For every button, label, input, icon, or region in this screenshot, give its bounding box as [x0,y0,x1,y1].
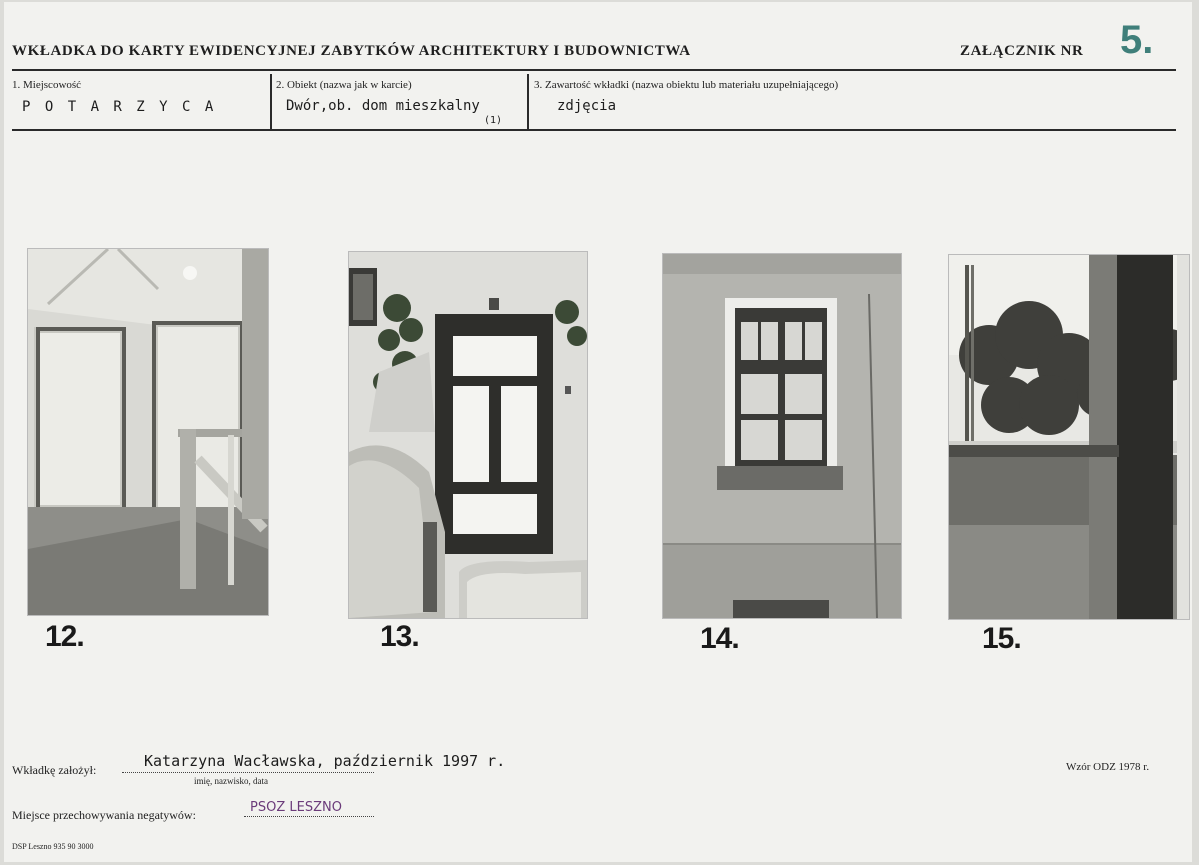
place-value: P O T A R Z Y C A [22,99,217,115]
card-title: WKŁADKA DO KARTY EWIDENCYJNEJ ZABYTKÓW ARCHITEKTURY I BUDOWNICTWA [12,43,691,59]
template-note: Wzór ODZ 1978 r. [1066,761,1150,773]
fields-rule [12,129,1176,131]
photo-13-room-door [348,251,588,619]
object-value: Dwór,ob. dom mieszkalny [286,98,480,114]
photo-number-15: 15. [982,622,1021,655]
photo-number-14: 14. [700,622,739,655]
storage-dotted-line [244,816,374,817]
photo-number-13: 13. [380,620,419,653]
photo-number-12: 12. [45,620,84,653]
founded-dotted-line [122,772,374,773]
photo-12-hallway [27,248,269,616]
photo-15-window-view [948,254,1190,620]
print-note: DSP Leszno 935 90 3000 [12,842,94,851]
header-rule [12,69,1176,71]
founded-value: Katarzyna Wacławska, październik 1997 r. [144,752,506,770]
storage-label: Miejsce przechowywania negatywów: [12,808,196,822]
storage-value: PSOZ LESZNO [250,800,342,815]
annex-label: ZAŁĄCZNIK NR [960,43,1084,59]
field-divider-1 [270,74,272,129]
content-label: 3. Zawartość wkładki (nazwa obiektu lub materiału uzupełniającego) [534,79,839,91]
field-divider-2 [527,74,529,129]
object-label: 2. Obiekt (nazwa jak w karcie) [276,79,412,91]
founded-label: Wkładkę założył: [12,763,97,777]
inventory-card-sheet [4,2,1192,862]
photo-14-exterior-window [662,253,902,619]
object-note: (1) [484,115,503,126]
annex-number: 5. [1120,18,1154,62]
content-value: zdjęcia [557,98,617,114]
place-label: 1. Miejscowość [12,79,82,91]
founded-caption: imię, nazwisko, data [194,776,268,786]
